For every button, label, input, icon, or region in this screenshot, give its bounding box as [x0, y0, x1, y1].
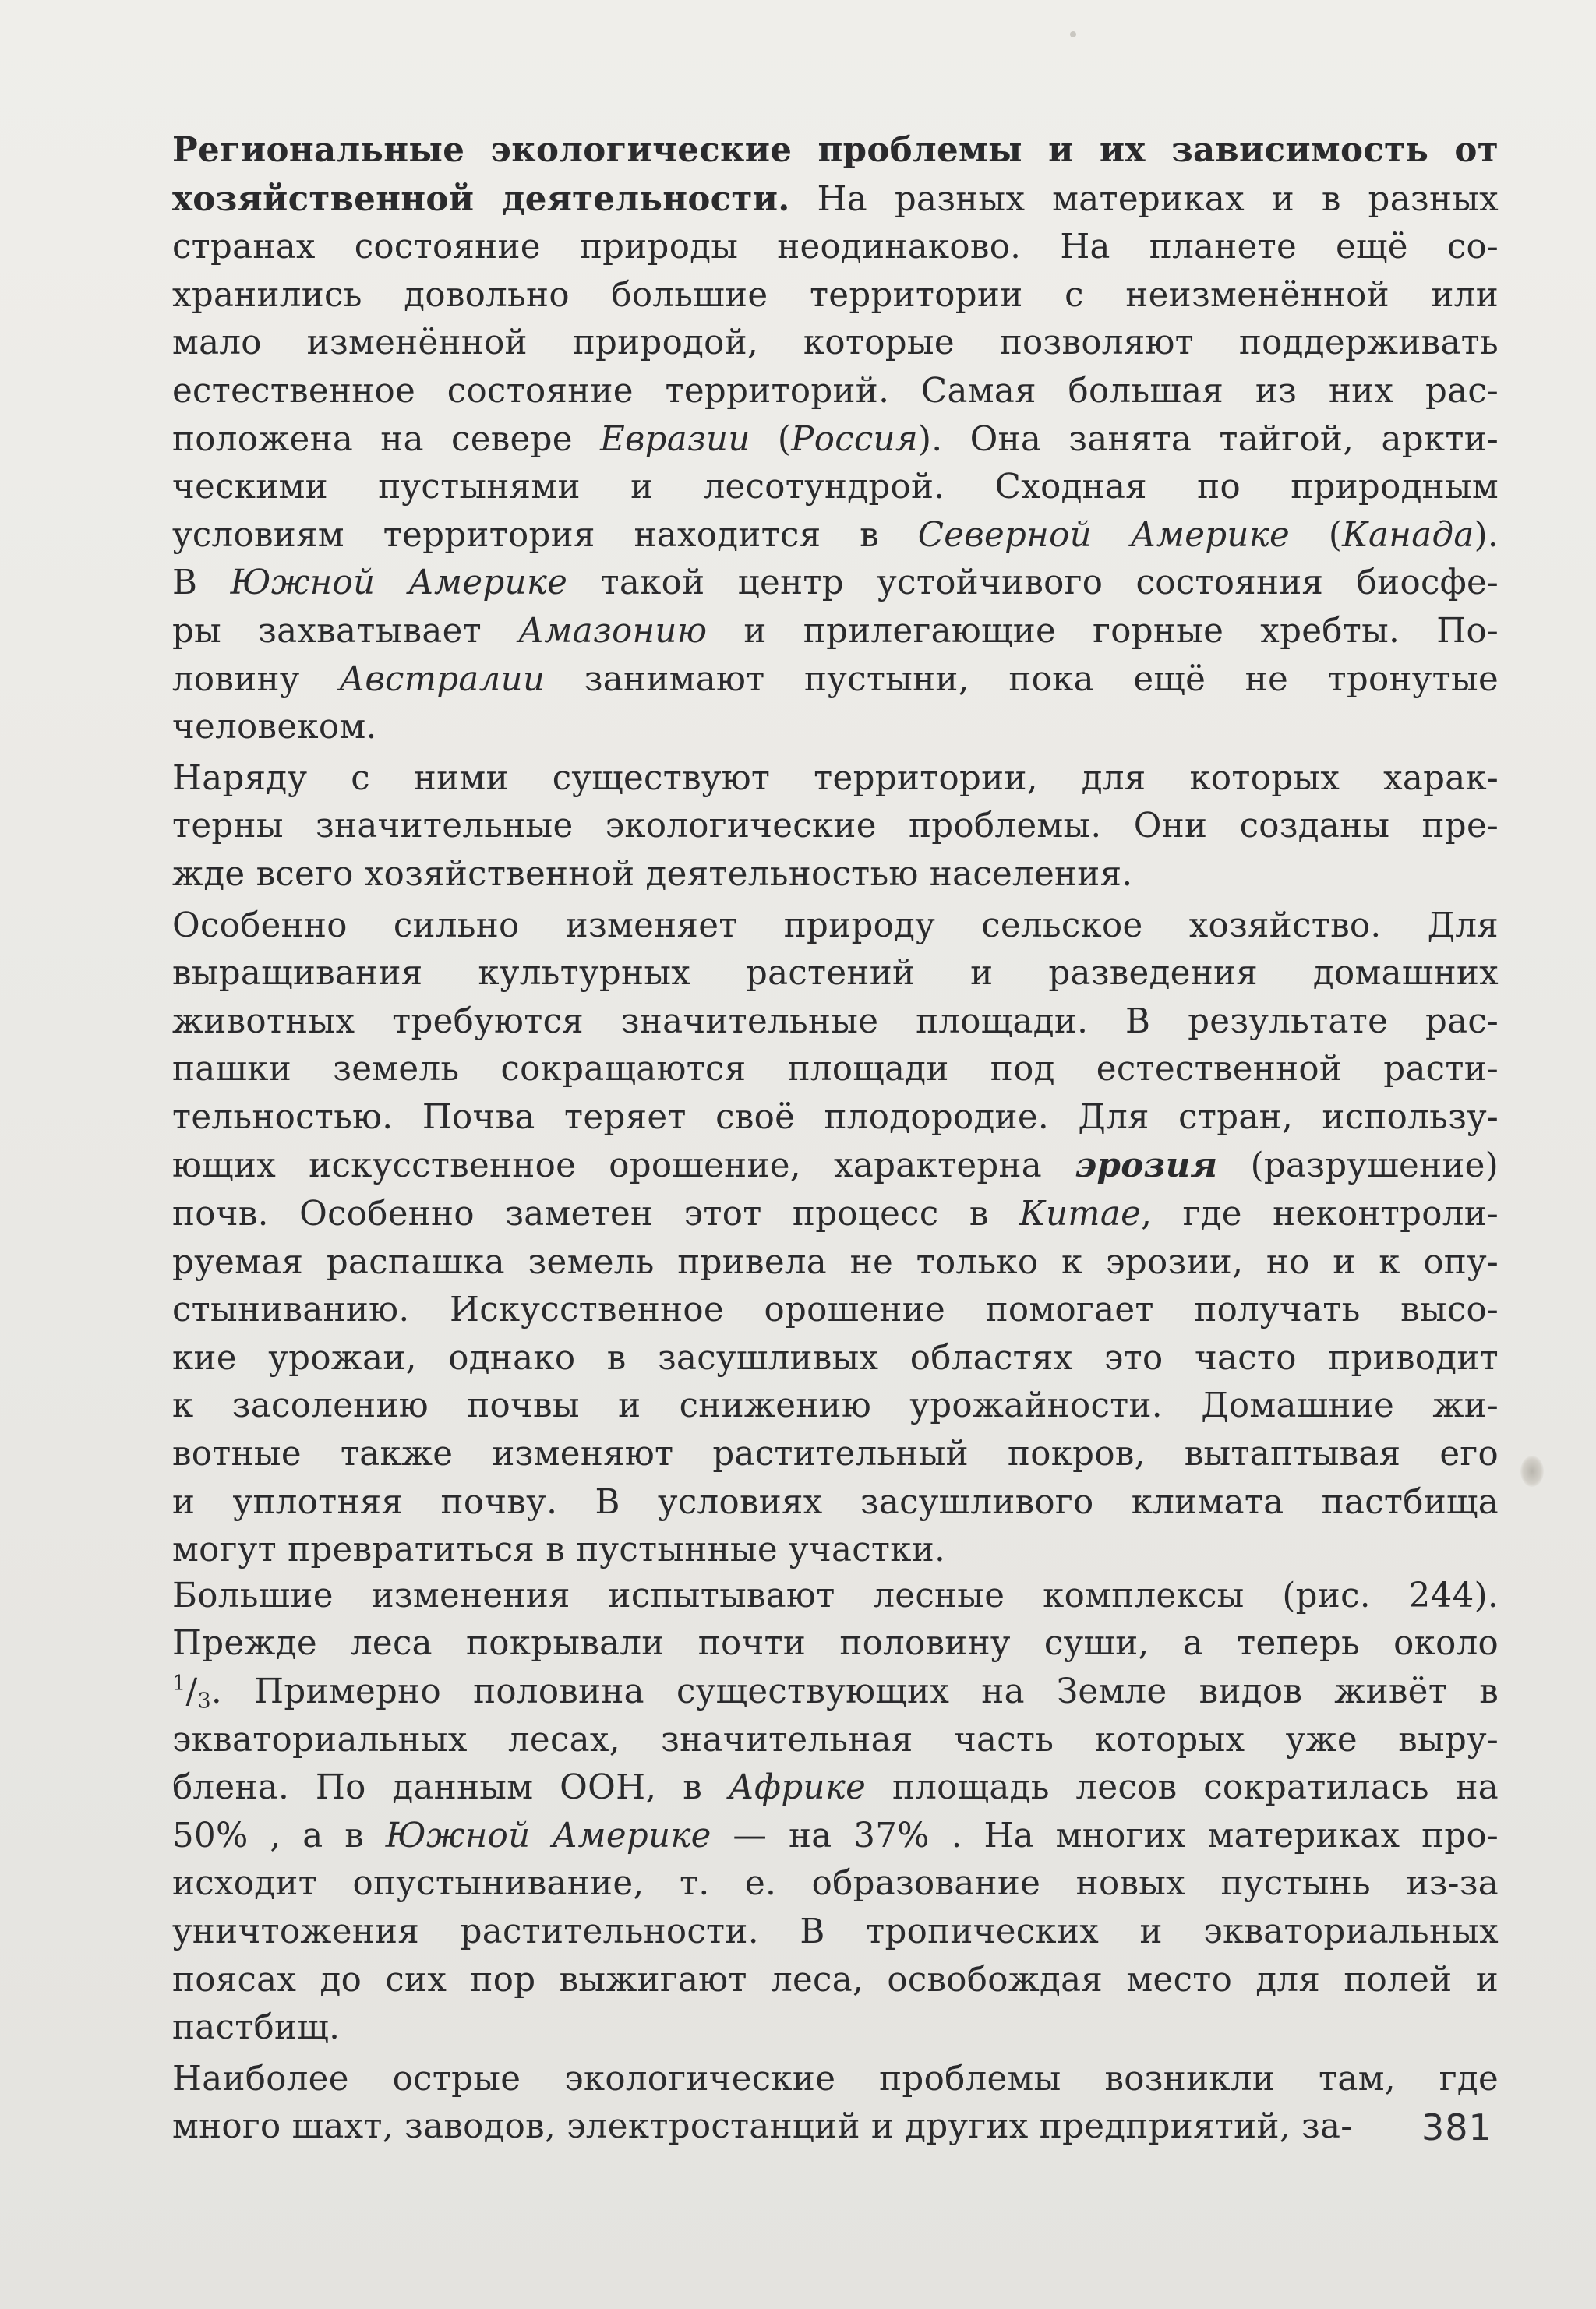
- text-run: и прилегающие горные хребты. По-: [707, 611, 1499, 651]
- text-line: [96, 1094, 1499, 1142]
- italic-place-name: Южной Америке: [230, 563, 568, 603]
- text-line: [96, 560, 1499, 608]
- text-run: пастбищ.: [172, 2008, 341, 2048]
- italic-place-name: Амазонию: [518, 611, 708, 651]
- text-line: [96, 1668, 1499, 1717]
- text-run: . Примерно половина существующих на Земле видов живёт в: [210, 1672, 1499, 1711]
- text-line: [96, 1335, 1499, 1383]
- text-line: [96, 2004, 1499, 2053]
- text-run: ). Она занята тайгой, аркти-: [917, 419, 1499, 459]
- italic-place-name: Южной Америке: [385, 1816, 711, 1855]
- text-line: [96, 1382, 1499, 1431]
- text-run: Прежде леса покрывали почти половину суши, а теперь около: [172, 1624, 1499, 1664]
- text-run: хранились довольно большие территории с неизменённой или: [172, 275, 1499, 315]
- text-run: (: [750, 419, 792, 459]
- text-run: — на 37% . На многих материках про-: [711, 1816, 1499, 1855]
- text-run: ры захватывает: [172, 611, 519, 651]
- text-line: [96, 1573, 1499, 1621]
- text-run: естественное состояние территорий. Самая большая из них рас-: [172, 371, 1499, 411]
- text-line: [96, 1764, 1499, 1813]
- text-line: [96, 950, 1499, 998]
- text-run: На разных материках и в разных: [789, 179, 1499, 219]
- text-run: пашки земель сокращаются площади под естественной расти-: [172, 1050, 1499, 1089]
- text-run: положена на севере: [172, 419, 600, 459]
- text-run: к засолению почвы и снижению урожайности. Домашние жи-: [172, 1386, 1499, 1426]
- text-run: руемая распашка земель привела не только к эрозии, но и к опу-: [172, 1242, 1499, 1282]
- body-text: [96, 126, 1499, 2152]
- text-run: Наряду с ними существуют территории, для которых харак-: [172, 758, 1499, 798]
- italic-place-name: Африке: [728, 1768, 867, 1808]
- text-run: много шахт, заводов, электростанций и других предприятий, за-: [172, 2107, 1353, 2147]
- text-line: [96, 704, 1499, 752]
- text-run: ющих искусственное орошение, характерна: [172, 1146, 1075, 1186]
- text-run: Особенно сильно изменяет природу сельское хозяйство. Для: [172, 906, 1499, 945]
- text-run: экваториальных лесах, значительная часть которых уже выру-: [172, 1720, 1499, 1760]
- paragraph: [96, 902, 1499, 1575]
- italic-place-name: Северной Америке: [917, 515, 1291, 555]
- text-line: [96, 1620, 1499, 1668]
- fraction-denominator: 3: [197, 1689, 211, 1714]
- text-run: площадь лесов сократилась на: [866, 1768, 1499, 1808]
- text-run: ческими пустынями и лесотундрой. Сходная по природным: [172, 468, 1499, 507]
- text-line: [96, 1813, 1499, 1861]
- text-line: [96, 512, 1499, 560]
- text-run: условиям территория находится в: [172, 515, 918, 555]
- text-line: [96, 755, 1499, 803]
- text-line: [96, 1908, 1499, 1957]
- text-run: ловину: [172, 659, 340, 699]
- paragraph: [96, 126, 1499, 752]
- text-run: занимают пустыни, пока ещё не тронутые: [545, 659, 1499, 699]
- page-number: 381: [1421, 2106, 1492, 2148]
- text-line: [96, 368, 1499, 416]
- text-run: (разрушение): [1217, 1146, 1499, 1186]
- italic-place-name: Австралии: [339, 659, 546, 699]
- text-line: [96, 1239, 1499, 1287]
- text-run: , где неконтроли-: [1141, 1195, 1499, 1234]
- text-run: жде всего хозяйственной деятельностью населения.: [172, 854, 1133, 894]
- fraction-numerator: 1: [172, 1671, 186, 1696]
- text-line: [96, 902, 1499, 951]
- text-line: [96, 1287, 1499, 1335]
- text-run: ).: [1474, 515, 1499, 555]
- text-run: странах состояние природы неодинаково. На планете ещё со-: [172, 228, 1499, 267]
- key-term: эрозия: [1075, 1146, 1218, 1186]
- italic-place-name: Евразии: [599, 419, 750, 459]
- text-line: [96, 1142, 1499, 1191]
- text-run: животных требуются значительные площади. В результате рас-: [172, 1001, 1499, 1041]
- text-line: [96, 2103, 1499, 2152]
- text-line: [96, 1191, 1499, 1239]
- text-line: [96, 1717, 1499, 1765]
- text-run: исходит опустынивание, т. е. образование новых пустынь из-за: [172, 1864, 1499, 1904]
- italic-place-name: Китае: [1019, 1195, 1142, 1234]
- text-run: кие урожаи, однако в засушливых областях это часто приводит: [172, 1338, 1499, 1378]
- text-run: почв. Особенно заметен этот процесс в: [172, 1195, 1019, 1234]
- text-line: [96, 2056, 1499, 2104]
- text-line: [96, 851, 1499, 899]
- italic-place-name: Канада: [1342, 515, 1474, 555]
- text-line: [96, 464, 1499, 512]
- text-line: [96, 416, 1499, 464]
- text-line: [96, 126, 1499, 175]
- text-run: такой центр устойчивого состояния биосфе-: [567, 563, 1499, 603]
- text-line: [96, 224, 1499, 272]
- text-line: [96, 608, 1499, 656]
- text-run: /: [185, 1672, 198, 1711]
- text-line: [96, 1046, 1499, 1094]
- text-run: и уплотняя почву. В условиях засушливого климата пастбища: [172, 1482, 1499, 1522]
- text-run: блена. По данным ООН, в: [172, 1768, 729, 1808]
- text-run: вотные также изменяют растительный покров, вытаптывая его: [172, 1435, 1499, 1474]
- paragraph: [96, 755, 1499, 899]
- text-line: [96, 272, 1499, 320]
- bold-term: хозяйственной деятельности.: [172, 178, 790, 219]
- text-run: могут превратиться в пустынные участки.: [172, 1531, 946, 1570]
- text-run: уничтожения растительности. В тропических и экваториальных: [172, 1912, 1499, 1951]
- text-run: Наиболее острые экологические проблемы возникли там, где: [172, 2059, 1499, 2099]
- text-run: поясах до сих пор выжигают леса, освобождая место для полей и: [172, 1960, 1499, 2000]
- text-line: [96, 175, 1499, 224]
- text-run: стыниванию. Искусственное орошение помогает получать высо-: [172, 1290, 1499, 1330]
- text-line: [96, 320, 1499, 368]
- text-run: тельностью. Почва теряет своё плодородие. Для стран, использу-: [172, 1097, 1499, 1137]
- text-run: мало изменённой природой, которые позволяют поддерживать: [172, 323, 1499, 363]
- text-run: (: [1290, 515, 1343, 555]
- text-line: [96, 1479, 1499, 1527]
- paragraph: [96, 2056, 1499, 2152]
- bold-term: Региональные экологические проблемы и их зависимость от: [172, 130, 1499, 170]
- text-line: [96, 998, 1499, 1047]
- text-run: В: [172, 563, 231, 603]
- text-line: [96, 1957, 1499, 2005]
- text-run: выращивания культурных растений и разведения домашних: [172, 954, 1499, 994]
- text-run: терны значительные экологические проблемы. Они созданы пре-: [172, 807, 1499, 846]
- text-line: [96, 1860, 1499, 1908]
- text-run: человеком.: [172, 708, 377, 747]
- scan-blemish: [1520, 1456, 1544, 1487]
- scan-speck: [1070, 31, 1076, 37]
- text-line: [96, 656, 1499, 704]
- italic-place-name: Россия: [791, 419, 918, 459]
- text-line: [96, 1431, 1499, 1479]
- paragraph: [96, 1573, 1499, 2053]
- text-line: [96, 803, 1499, 851]
- text-run: Большие изменения испытывают лесные комплексы (рис. 244).: [172, 1576, 1499, 1615]
- text-line: [96, 1527, 1499, 1575]
- text-run: 50% , а в: [172, 1816, 386, 1855]
